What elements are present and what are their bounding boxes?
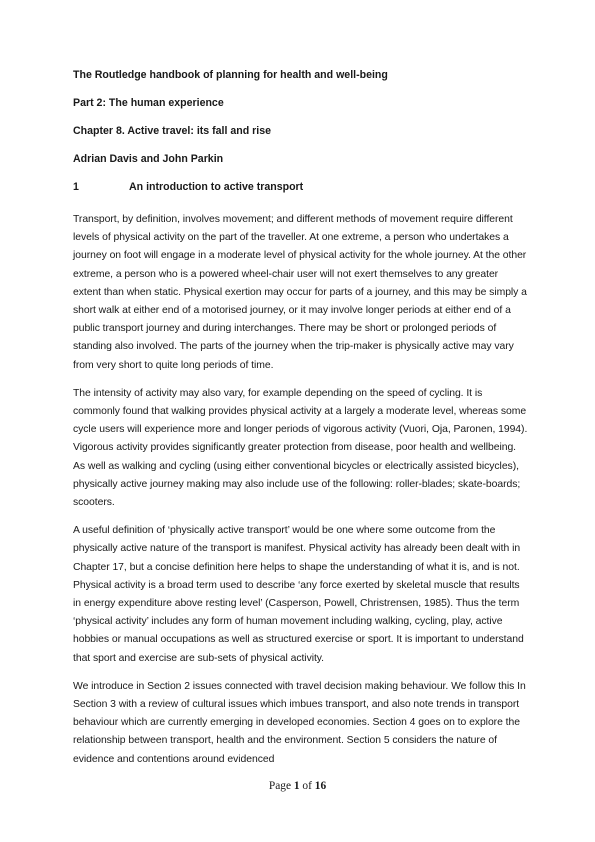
footer-current-page: 1	[293, 780, 300, 792]
page-content	[73, 68, 528, 779]
book-title: The Routledge handbook of planning for health and well-being	[73, 69, 388, 81]
body-paragraph: A useful definition of ‘physically active transport’ would be one where some outcome from the physically active nature of the transport is manifest. Physical activity has already been dealt with in Chapter 17, but a concise definition here helps to shape the understanding of what it is, and is not. Physical activity is a broad term used to describe ‘any force exerted by skeletal muscle that results in energy expenditure above resting level’ (Casperson, Powell, Christrensen, 1985). Thus the term ‘physical activity’ includes any form of human movement including walking, cycling, play, active hobbies or manual occupations as well as structured exercise or sport. It is important to understand that sport and exercise are sub-sets of physical activity.	[73, 525, 524, 664]
footer-prefix: Page	[268, 780, 294, 792]
body-paragraph: We introduce in Section 2 issues connected with travel decision making behaviour. We follow this In Section 3 with a review of cultural issues which imbues transport, and also note trends in transport behaviour which are currently emerging in developed economies. Section 4 goes on to explore the relationship between transport, health and the environment. Section 5 considers the nature of evidence and contentions around evidenced	[73, 680, 526, 765]
section-number: 1	[73, 181, 79, 193]
footer-middle: of	[299, 780, 315, 792]
part-heading: Part 2: The human experience	[73, 97, 224, 109]
page-footer	[0, 779, 595, 793]
footer-total-pages: 16	[314, 780, 327, 792]
authors-line: Adrian Davis and John Parkin	[73, 153, 224, 165]
section-title: An introduction to active transport	[129, 181, 304, 193]
section-heading	[73, 180, 528, 194]
chapter-heading: Chapter 8. Active travel: its fall and rise	[73, 125, 272, 137]
body-paragraph: Transport, by definition, involves movement; and different methods of movement require different levels of physical activity on the part of the traveller. At one extreme, a person who undertakes a journey on foot will engage in a moderate level of physical activity for the whole journey. At the other extreme, a person who is a powered wheel-chair user will not exert themselves to any greater extent than when static. Physical exertion may occur for parts of a journey, and this may be simply a short walk at either end of a motorised journey, or it may involve longer periods at either end of a public transport journey and during interchanges. There may be short or prolonged periods of standing also involved. The parts of the journey when the trip-maker is physically active may vary from very short to quite long periods of time.	[73, 214, 527, 371]
body-paragraph: The intensity of activity may also vary, for example depending on the speed of cycling. It is commonly found that walking provides physical activity at a largely a moderate level, whereas some cycle users will experience more and longer periods of vigorous activity (Vuori, Oja, Paronen, 1994). Vigorous activity provides significantly greater protection from disease, poor health and wellbeing. As well as walking and cycling (using either conventional bicycles or electrically assisted bicycles), physically active journey making may also include use of the following: roller-blades; skate-boards; scooters.	[73, 387, 528, 509]
